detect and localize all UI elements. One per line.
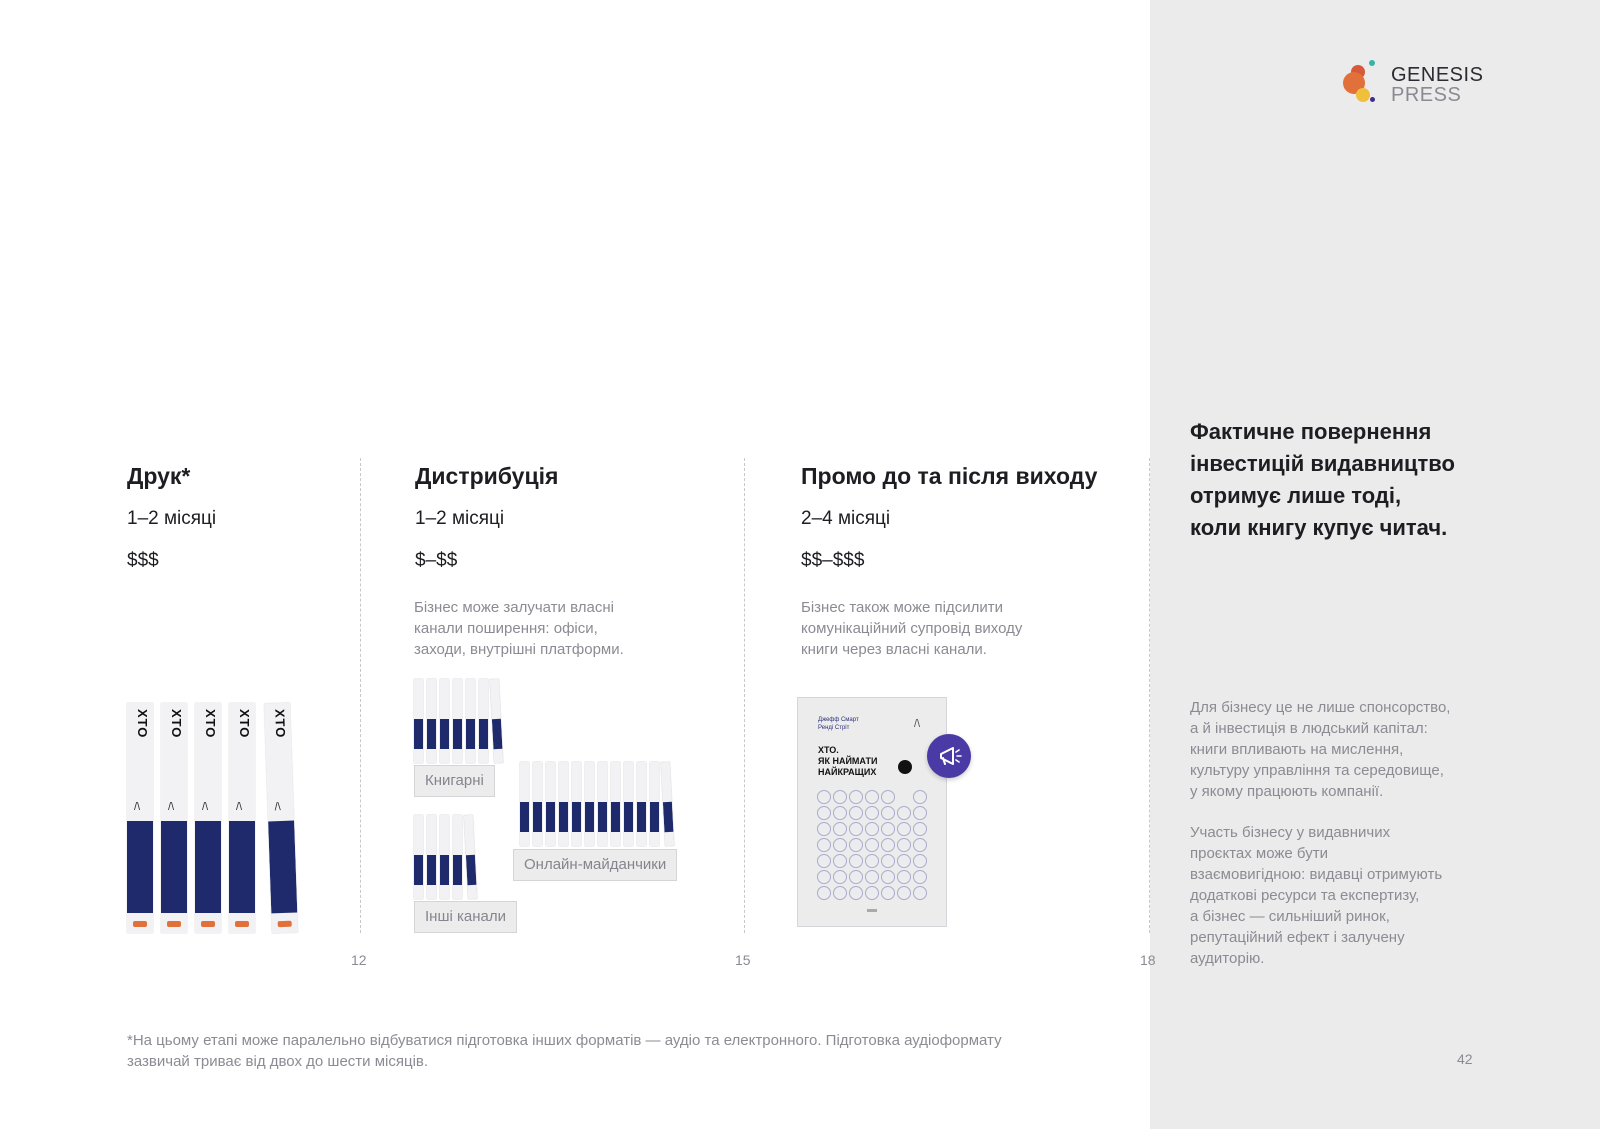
spine-band (453, 719, 462, 749)
timeline-divider (744, 458, 745, 933)
circle-mark (833, 886, 847, 900)
logo-dot (1370, 97, 1375, 102)
spine-band (427, 719, 436, 749)
book-spine-small (440, 679, 449, 763)
circle-mark (833, 854, 847, 868)
circle-mark (881, 806, 895, 820)
spine-band (127, 821, 153, 913)
headline-line: інвестицій видавництво (1190, 451, 1455, 476)
timeline-tick: 18 (1140, 952, 1156, 968)
circle-mark (865, 806, 879, 820)
spine-band (520, 802, 529, 832)
circle-mark (865, 870, 879, 884)
circle-mark (849, 790, 863, 804)
book-spine-small (637, 762, 646, 846)
cover-title-line: ХТО. (818, 745, 839, 755)
publisher-mark-icon (867, 909, 877, 912)
circle-mark (849, 838, 863, 852)
circle-mark (849, 886, 863, 900)
circle-mark (865, 886, 879, 900)
print-cost: $$$ (127, 550, 159, 571)
book-spine-small (611, 762, 620, 846)
spine-band (427, 855, 436, 885)
circle-mark (865, 854, 879, 868)
spine-title: ХТО (169, 709, 184, 739)
spine-band (637, 802, 646, 832)
paragraph-line: культуру управління та середовище, (1190, 762, 1444, 779)
circle-mark (913, 870, 927, 884)
headline-line: Фактичне повернення (1190, 419, 1432, 444)
circle-mark (833, 790, 847, 804)
book-spine-small (414, 815, 423, 899)
circle-mark (897, 838, 911, 852)
book-spine-small (414, 679, 423, 763)
desc-line: канали поширення: офіси, (414, 620, 598, 637)
logo-word-press: PRESS (1391, 84, 1462, 106)
distribution-title: Дистрибуція (415, 463, 559, 489)
megaphone-glyph (927, 734, 971, 778)
channel-tag-bookstores: Книгарні (414, 765, 495, 797)
spine-title: ХТО (237, 709, 252, 739)
cover-author: Ренді Стріт (818, 725, 850, 731)
book-cover-poster (797, 697, 947, 927)
circle-mark (865, 790, 879, 804)
spine-band (195, 821, 221, 913)
book-spine (161, 703, 187, 933)
book-spine-small (585, 762, 594, 846)
desc-line: комунікаційний супровід виходу (801, 620, 1023, 637)
book-spine-small (650, 762, 659, 846)
spine-band (414, 855, 423, 885)
paragraph-line: у якому працюють компанії. (1190, 783, 1384, 800)
paragraph-line: а й інвестиція в людський капітал: (1190, 720, 1428, 737)
caret-icon: /\ (134, 801, 141, 813)
book-spine-small (453, 815, 462, 899)
circle-mark (913, 838, 927, 852)
spine-band (585, 802, 594, 832)
circle-mark (849, 870, 863, 884)
circle-mark (881, 838, 895, 852)
distribution-duration: 1–2 місяці (415, 508, 505, 529)
sidebar-paragraph-2 (1190, 822, 1490, 969)
circle-mark (817, 790, 831, 804)
book-spine-small (466, 679, 475, 763)
paragraph-line: Для бізнесу це не лише спонсорство, (1190, 699, 1451, 716)
publisher-mark-icon (201, 921, 215, 927)
page-number: 42 (1457, 1051, 1473, 1067)
desc-line: заходи, внутрішні платформи. (414, 641, 624, 658)
book-spine-small (453, 679, 462, 763)
paragraph-line: а бізнес — сильніший ринок, (1190, 908, 1390, 925)
spine-title: ХТО (272, 708, 289, 739)
promo-description (801, 597, 1022, 660)
desc-line: книги через власні канали. (801, 641, 987, 658)
spine-band (650, 802, 659, 832)
caret-icon: /\ (236, 801, 243, 813)
book-spine-small (427, 679, 436, 763)
circle-mark (913, 886, 927, 900)
paragraph-line: Участь бізнесу у видавничих (1190, 824, 1391, 841)
circle-mark (833, 806, 847, 820)
spine-band (440, 855, 449, 885)
book-spine-small (464, 815, 477, 899)
black-dot-icon (898, 760, 912, 774)
book-spine-small (533, 762, 542, 846)
logo-word-genesis: GENESIS (1391, 64, 1484, 86)
circle-mark (817, 870, 831, 884)
circle-mark (817, 806, 831, 820)
book-spine-small (440, 815, 449, 899)
circle-mark (881, 790, 895, 804)
logo-dot (1369, 60, 1375, 66)
spine-band (598, 802, 607, 832)
circle-mark (913, 790, 927, 804)
book-spine-small (624, 762, 633, 846)
publisher-mark-icon (167, 921, 181, 927)
spine-band (161, 821, 187, 913)
spine-band (466, 855, 477, 885)
circle-mark (817, 838, 831, 852)
circle-mark (913, 822, 927, 836)
caret-icon: /\ (168, 801, 175, 813)
book-spine-small (572, 762, 581, 846)
book-spine-small (546, 762, 555, 846)
footnote (127, 1030, 1087, 1072)
logo-dot (1356, 88, 1370, 102)
channel-tag-other: Інші канали (414, 901, 517, 933)
headline-line: коли книгу купує читач. (1190, 515, 1448, 540)
circle-mark (833, 822, 847, 836)
publisher-mark-icon (235, 921, 249, 927)
timeline-divider (360, 458, 361, 933)
desc-line: Бізнес може залучати власні (414, 599, 614, 616)
paragraph-line: книги впливають на мислення, (1190, 741, 1404, 758)
publisher-mark-icon (278, 921, 292, 927)
genesis-press-logo (1343, 57, 1483, 107)
circle-mark (881, 854, 895, 868)
circle-mark (897, 870, 911, 884)
spine-band (479, 719, 488, 749)
circle-mark (913, 806, 927, 820)
paragraph-line: додаткові ресурси та експертизу, (1190, 887, 1420, 904)
megaphone-icon (927, 734, 971, 778)
book-spine (127, 703, 153, 933)
spine-band (533, 802, 542, 832)
circle-mark (833, 838, 847, 852)
circle-mark (897, 806, 911, 820)
cover-authors (818, 716, 859, 732)
paragraph-line: аудиторію. (1190, 950, 1265, 967)
spine-band (414, 719, 423, 749)
circle-mark (881, 870, 895, 884)
cover-title (818, 745, 877, 778)
spine-band (466, 719, 475, 749)
spine-title: ХТО (203, 709, 218, 739)
print-title: Друк* (127, 463, 191, 489)
spine-band (268, 821, 297, 914)
book-spine-small (559, 762, 568, 846)
spine-band (229, 821, 255, 913)
book-spine-small (661, 762, 674, 846)
book-spine-small (490, 679, 503, 763)
circle-mark (849, 854, 863, 868)
book-spine (264, 703, 298, 934)
spine-band (492, 719, 503, 749)
book-spine (229, 703, 255, 933)
promo-duration: 2–4 місяці (801, 508, 891, 529)
spine-band (611, 802, 620, 832)
book-spine-small (598, 762, 607, 846)
promo-cost: $$–$$$ (801, 550, 865, 571)
paragraph-line: репутаційний ефект і залучену (1190, 929, 1405, 946)
timeline-tick: 12 (351, 952, 367, 968)
promo-title: Промо до та після виходу (801, 463, 1098, 489)
paragraph-line: проєктах може бути (1190, 845, 1328, 862)
cover-footer (798, 908, 946, 914)
sidebar-paragraph-1 (1190, 697, 1490, 802)
circle-mark (913, 854, 927, 868)
circle-mark (849, 822, 863, 836)
spine-band (440, 719, 449, 749)
publisher-mark-icon (133, 921, 147, 927)
circle-mark (897, 822, 911, 836)
spine-band (663, 802, 674, 832)
spine-band (559, 802, 568, 832)
spine-band (572, 802, 581, 832)
circle-mark (881, 886, 895, 900)
circle-mark (865, 822, 879, 836)
footnote-line: *На цьому етапі може паралельно відбуватися підготовка інших форматів — аудіо та електронного. Підготовка аудіоформату (127, 1032, 1002, 1049)
sidebar-headline (1190, 416, 1570, 544)
caret-icon: /\ (202, 801, 209, 813)
circle-mark (833, 870, 847, 884)
circle-mark (897, 886, 911, 900)
cover-author: Джефф Смарт (818, 717, 859, 723)
spine-band (453, 855, 462, 885)
book-spine-small (427, 815, 436, 899)
book-spine (195, 703, 221, 933)
spine-title: ХТО (135, 709, 150, 739)
channel-tag-online: Онлайн-майданчики (513, 849, 677, 881)
distribution-description (414, 597, 624, 660)
caret-icon: /\ (914, 718, 921, 730)
desc-line: Бізнес також може підсилити (801, 599, 1003, 616)
circle-mark (897, 854, 911, 868)
timeline-divider (1149, 458, 1150, 933)
spine-band (624, 802, 633, 832)
circle-mark (817, 822, 831, 836)
distribution-cost: $–$$ (415, 550, 458, 571)
circle-mark (817, 886, 831, 900)
spine-band (546, 802, 555, 832)
footnote-line: зазвичай триває від двох до шести місяців. (127, 1053, 429, 1070)
circle-mark (881, 822, 895, 836)
paragraph-line: взаємовигідною: видавці отримують (1190, 866, 1443, 883)
book-spine-small (520, 762, 529, 846)
timeline-tick: 15 (735, 952, 751, 968)
cover-title-line: ЯК НАЙМАТИ (818, 756, 878, 766)
cover-title-line: НАЙКРАЩИХ (818, 767, 877, 777)
circle-mark (865, 838, 879, 852)
circle-mark (817, 854, 831, 868)
print-duration: 1–2 місяці (127, 508, 217, 529)
circle-mark (849, 806, 863, 820)
book-spine-small (479, 679, 488, 763)
headline-line: отримує лише тоді, (1190, 483, 1402, 508)
caret-icon: /\ (274, 801, 281, 814)
